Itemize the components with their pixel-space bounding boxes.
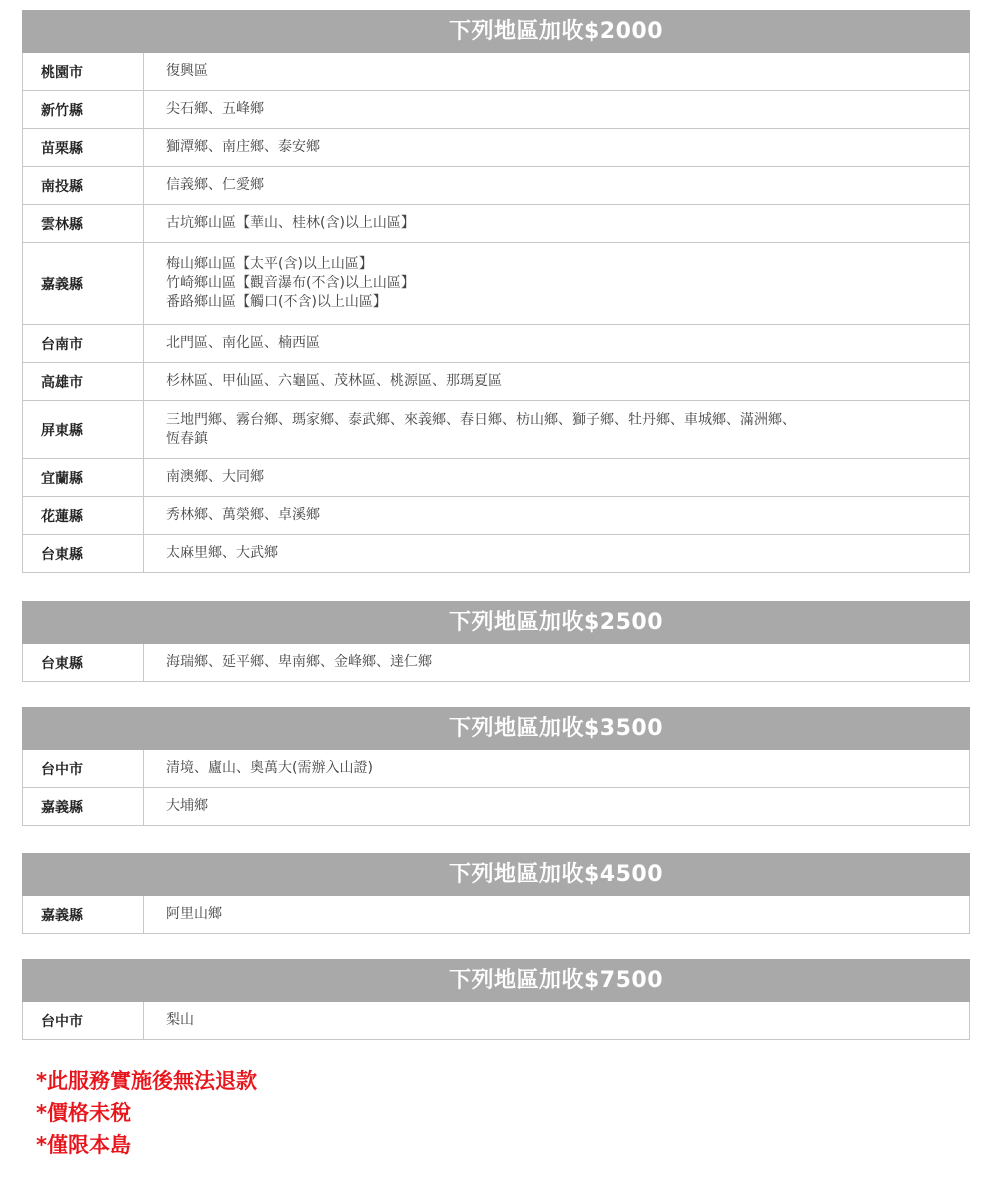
note-tax-excluded: *價格未稅 — [36, 1101, 131, 1125]
table-row — [23, 535, 969, 573]
section-title: 下列地區加收$4500 — [22, 853, 970, 896]
table-row — [23, 363, 969, 401]
region-name: 花蓮縣 — [23, 497, 144, 534]
area-list — [144, 459, 969, 496]
table-row — [23, 644, 969, 682]
area-list — [144, 167, 969, 204]
region-name: 台中市 — [23, 1002, 144, 1039]
region-table — [22, 1002, 970, 1040]
region-name: 嘉義縣 — [23, 243, 144, 324]
region-name: 嘉義縣 — [23, 788, 144, 825]
surcharge-section — [22, 707, 970, 826]
section-title: 下列地區加收$7500 — [22, 959, 970, 1002]
table-row — [23, 205, 969, 243]
area-line: 三地門鄉、霧台鄉、瑪家鄉、泰武鄉、來義鄉、春日鄉、枋山鄉、獅子鄉、牡丹鄉、車城鄉、滿洲鄉、 — [166, 411, 796, 428]
area-list — [144, 535, 969, 572]
region-table — [22, 644, 970, 682]
region-name: 苗栗縣 — [23, 129, 144, 166]
area-list — [144, 896, 969, 933]
table-row — [23, 325, 969, 363]
area-line: 恆春鎮 — [166, 430, 208, 447]
table-row — [23, 896, 969, 934]
area-list — [144, 91, 969, 128]
area-line: 梅山鄉山區【太平(含)以上山區】 — [166, 256, 373, 272]
area-line: 古坑鄉山區【華山、桂林(含)以上山區】 — [166, 215, 415, 231]
region-name: 嘉義縣 — [23, 896, 144, 933]
region-name: 雲林縣 — [23, 205, 144, 242]
area-line: 大埔鄉 — [166, 798, 208, 814]
area-line: 秀林鄉、萬榮鄉、卓溪鄉 — [166, 507, 320, 523]
area-line: 阿里山鄉 — [166, 906, 222, 922]
area-list — [144, 401, 969, 458]
surcharge-section — [22, 853, 970, 934]
area-line: 尖石鄉、五峰鄉 — [166, 101, 264, 117]
table-row — [23, 497, 969, 535]
table-row — [23, 401, 969, 459]
area-list — [144, 363, 969, 400]
section-title: 下列地區加收$2000 — [22, 10, 970, 53]
area-line: 太麻里鄉、大武鄉 — [166, 545, 278, 561]
table-row — [23, 750, 969, 788]
region-table — [22, 896, 970, 934]
area-list — [144, 644, 969, 681]
table-row — [23, 167, 969, 205]
region-table — [22, 750, 970, 826]
area-list — [144, 788, 969, 825]
area-line: 獅潭鄉、南庄鄉、泰安鄉 — [166, 139, 320, 155]
area-list — [144, 750, 969, 787]
area-line: 北門區、南化區、楠西區 — [166, 335, 320, 351]
area-line: 清境、廬山、奧萬大(需辦入山證) — [166, 760, 373, 776]
area-list — [144, 129, 969, 166]
region-name: 高雄市 — [23, 363, 144, 400]
area-line: 信義鄉、仁愛鄉 — [166, 177, 264, 193]
area-list — [144, 205, 969, 242]
region-name: 桃園市 — [23, 53, 144, 90]
surcharge-section — [22, 601, 970, 682]
section-title: 下列地區加收$3500 — [22, 707, 970, 750]
area-line: 杉林區、甲仙區、六龜區、茂林區、桃源區、那瑪夏區 — [166, 373, 502, 389]
area-line: 梨山 — [166, 1012, 194, 1028]
area-line: 復興區 — [166, 63, 208, 79]
region-name: 台中市 — [23, 750, 144, 787]
table-row — [23, 1002, 969, 1040]
region-name: 新竹縣 — [23, 91, 144, 128]
area-line: 番路鄉山區【觸口(不含)以上山區】 — [166, 294, 387, 310]
area-list — [144, 243, 969, 324]
area-line: 竹崎鄉山區【觀音瀑布(不含)以上山區】 — [166, 275, 415, 291]
table-row — [23, 129, 969, 167]
area-list — [144, 497, 969, 534]
table-row — [23, 788, 969, 826]
surcharge-section — [22, 10, 970, 573]
table-row — [23, 243, 969, 325]
region-name: 台南市 — [23, 325, 144, 362]
table-row — [23, 53, 969, 91]
area-list — [144, 53, 969, 90]
surcharge-section — [22, 959, 970, 1040]
area-list — [144, 325, 969, 362]
notes — [36, 1065, 257, 1161]
area-line: 海瑞鄉、延平鄉、卑南鄉、金峰鄉、達仁鄉 — [166, 654, 432, 670]
note-main-island-only: *僅限本島 — [36, 1133, 131, 1157]
table-row — [23, 91, 969, 129]
area-line: 南澳鄉、大同鄉 — [166, 469, 264, 485]
region-name: 宜蘭縣 — [23, 459, 144, 496]
region-name: 台東縣 — [23, 644, 144, 681]
region-name: 台東縣 — [23, 535, 144, 572]
region-name: 南投縣 — [23, 167, 144, 204]
note-no-refund: *此服務實施後無法退款 — [36, 1069, 257, 1093]
area-list — [144, 1002, 969, 1039]
region-table — [22, 53, 970, 573]
table-row — [23, 459, 969, 497]
region-name: 屏東縣 — [23, 401, 144, 458]
section-title: 下列地區加收$2500 — [22, 601, 970, 644]
